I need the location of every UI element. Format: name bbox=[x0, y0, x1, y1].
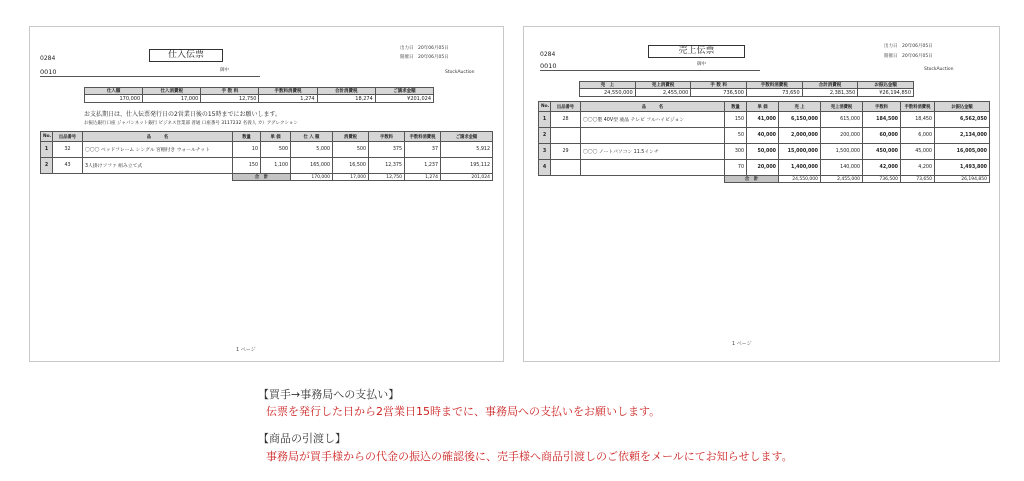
column-header: 売上消費税 bbox=[821, 102, 863, 112]
column-header: 手数料 bbox=[369, 132, 405, 142]
purchase-slip bbox=[29, 26, 504, 362]
summary-value: 18,274 bbox=[317, 95, 375, 103]
slip-title: 仕入伝票 bbox=[149, 49, 223, 62]
column-header: お振込金額 bbox=[935, 102, 990, 112]
output-date: 出力日 20年06月05日 bbox=[400, 46, 449, 51]
summary-value: 736,500 bbox=[691, 89, 747, 97]
summary-header: 仕入消費税 bbox=[143, 88, 201, 95]
column-header: 手数料消費税 bbox=[901, 102, 935, 112]
summary-header: お振込金額 bbox=[858, 82, 914, 89]
column-header: 仕 入 額 bbox=[291, 132, 333, 142]
summary-header: 売 上 bbox=[580, 82, 636, 89]
summary-value: 73,650 bbox=[746, 89, 802, 97]
summary-header: 手数料消費税 bbox=[259, 88, 317, 95]
column-header: 手数料消費税 bbox=[405, 132, 441, 142]
column-header: 消費税 bbox=[333, 132, 369, 142]
table-row: 2 43 3人掛けソファ 組み立て式 150 1,100 165,000 16,500 12,375 1,237 195,112 bbox=[41, 158, 493, 174]
summary-value: ¥201,024 bbox=[375, 95, 433, 103]
table-row: 2 50 40,000 2,000,000 200,000 60,000 6,000 2,134,000 bbox=[539, 128, 990, 144]
column-header: 単 価 bbox=[747, 102, 779, 112]
column-header: No. bbox=[41, 132, 53, 142]
totals-row: 合 計 24,550,000 2,455,000 736,500 73,650 26,194,850 bbox=[539, 176, 990, 183]
delivery-body: 事務局が買手様からの代金の振込の確認後に、売手様へ商品引渡しのご依頼をメールにてお知らせします。 bbox=[266, 450, 793, 463]
slip-number: 0010 bbox=[540, 62, 557, 70]
output-date: 出力日 20年06月05日 bbox=[884, 44, 933, 49]
payment-body: 伝票を発行した日から2営業日15時までに、事務局への支払いをお願いします。 bbox=[266, 405, 661, 418]
detail-table bbox=[40, 131, 493, 181]
company-name: StockAuction bbox=[445, 70, 475, 75]
detail-table bbox=[538, 101, 990, 183]
summary-value: 24,550,000 bbox=[580, 89, 636, 97]
summary-value: ¥26,194,850 bbox=[858, 89, 914, 97]
summary-header: 手数料消費税 bbox=[746, 82, 802, 89]
column-header: 単 価 bbox=[261, 132, 291, 142]
slip-code: 0284 bbox=[40, 55, 56, 62]
column-header: 手数料 bbox=[863, 102, 901, 112]
column-header: ご請求金額 bbox=[441, 132, 493, 142]
summary-header: 売上消費税 bbox=[635, 82, 691, 89]
column-header: 品 名 bbox=[83, 132, 233, 142]
event-date: 開催日 20年06月05日 bbox=[400, 55, 449, 60]
summary-value: 1,274 bbox=[259, 95, 317, 103]
column-header: 出品番号 bbox=[53, 132, 83, 142]
summary-value: 170,000 bbox=[85, 95, 143, 103]
event-date: 開催日 20年06月05日 bbox=[884, 54, 933, 59]
slip-number: 0010 bbox=[40, 68, 57, 76]
bank-info: お振込銀行口座 ジャパンネット銀行 ビジネス営業部 普通 口座番号 3117232 名義人 カ）アグレクション bbox=[84, 121, 298, 126]
column-header: 出品番号 bbox=[551, 102, 581, 112]
summary-table bbox=[579, 81, 914, 97]
column-header: 品 名 bbox=[581, 102, 725, 112]
addressee: 御中 bbox=[697, 62, 706, 67]
slip-code: 0284 bbox=[540, 51, 556, 58]
totals-row: 合 計 170,000 17,000 12,750 1,274 201,024 bbox=[41, 174, 493, 181]
column-header: No. bbox=[539, 102, 551, 112]
table-row: 1 32 〇〇〇 ベッドフレーム シングル 宮棚付き ウォールナット 10 500 5,000 500 375 37 5,912 bbox=[41, 142, 493, 158]
column-header: 数量 bbox=[725, 102, 747, 112]
summary-header: 仕入額 bbox=[85, 88, 143, 95]
summary-header: 合計消費税 bbox=[317, 88, 375, 95]
company-name: StockAuction bbox=[924, 67, 954, 72]
payment-heading: 【買手→事務局への支払い】 bbox=[258, 388, 400, 401]
summary-header: 手 数 料 bbox=[201, 88, 259, 95]
delivery-heading: 【商品の引渡し】 bbox=[258, 432, 346, 445]
summary-header: 手 数 料 bbox=[691, 82, 747, 89]
summary-value: 12,750 bbox=[201, 95, 259, 103]
payment-note: お支払期日は、仕入伝票発行日の2営業日後の15時までにお願いします。 bbox=[84, 111, 281, 118]
page-number: 1 ページ bbox=[732, 341, 752, 347]
summary-value: 2,455,000 bbox=[635, 89, 691, 97]
table-row: 4 70 20,000 1,400,000 140,000 42,000 4,200 1,493,800 bbox=[539, 160, 990, 176]
summary-header: ご請求金額 bbox=[375, 88, 433, 95]
summary-value: 2,381,350 bbox=[802, 89, 858, 97]
sales-slip bbox=[523, 26, 1000, 362]
table-row: 3 29 〇〇〇 ノートパソコン 11.5インチ 300 50,000 15,000,000 1,500,000 450,000 45,000 16,005,000 bbox=[539, 144, 990, 160]
addressee: 御中 bbox=[220, 68, 229, 73]
slip-title: 売上伝票 bbox=[648, 45, 745, 58]
page-number: 1 ページ bbox=[236, 347, 256, 353]
summary-header: 合計消費税 bbox=[802, 82, 858, 89]
column-header: 数量 bbox=[233, 132, 261, 142]
column-header: 売 上 bbox=[779, 102, 821, 112]
summary-table bbox=[84, 87, 434, 103]
table-row: 1 28 〇〇〇製 40V型 液晶 テレビ フルハイビジョン 150 41,000 6,150,000 615,000 184,500 18,450 6,562,050 bbox=[539, 112, 990, 128]
summary-value: 17,000 bbox=[143, 95, 201, 103]
